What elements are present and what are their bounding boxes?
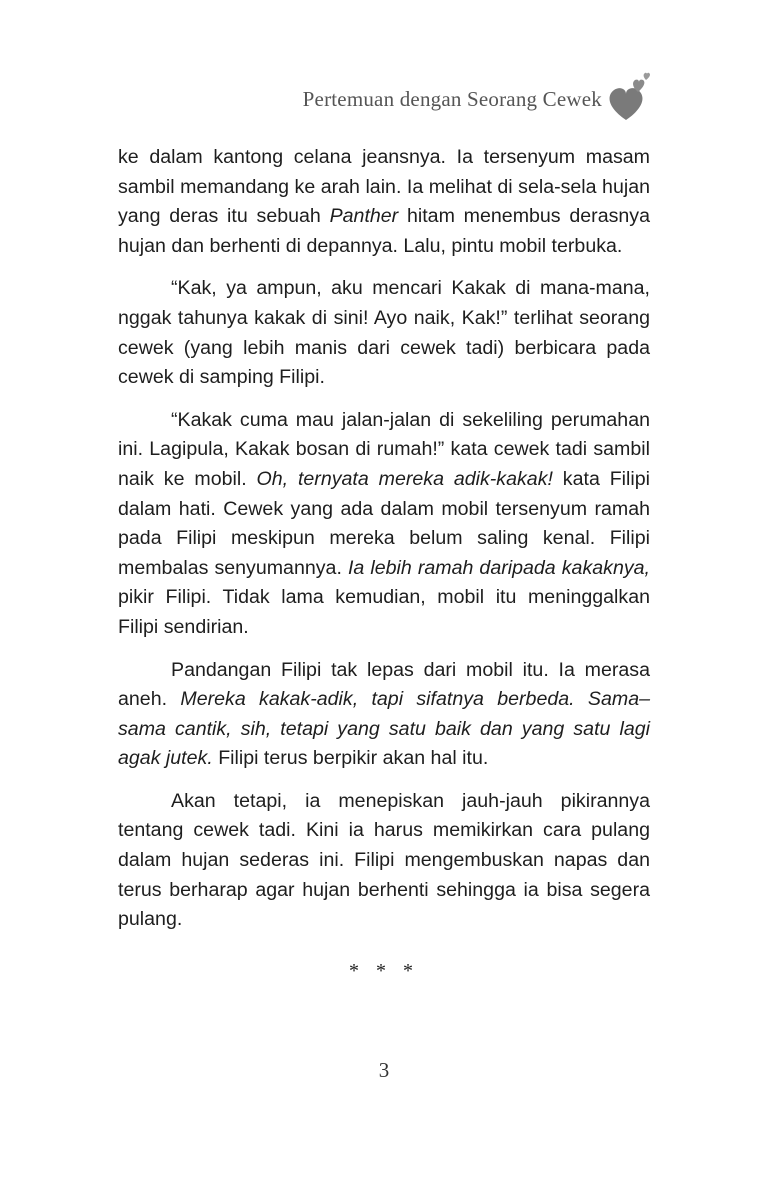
paragraph <box>118 656 650 774</box>
scene-break: * * * <box>349 960 419 982</box>
running-header-title: Pertemuan dengan Seorang Cewek <box>302 87 602 111</box>
text-segment: Pandangan Filipi tak lepas dari mobil itu. Ia merasa aneh. <box>118 658 650 711</box>
italic-text: Ia lebih ramah daripada kakaknya, <box>347 556 650 579</box>
italic-text: Panther <box>329 205 399 228</box>
italic-text: Mereka kakak-adik, tapi sifatnya berbeda. Sama–sama cantik, sih, tetapi yang satu baik dan yang satu lagi agak jutek. <box>118 688 651 770</box>
text-segment: kata Filipi dalam hati. Cewek yang ada dalam mobil tersenyum ramah pada Filipi meskipun mereka belum saling kenal. Filipi membalas senyumannya. <box>118 467 650 579</box>
paragraph <box>118 143 650 261</box>
body-text <box>118 143 650 948</box>
text-segment: Akan tetapi, ia menepiskan jauh-jauh pikirannya tentang cewek tadi. Kini ia harus memikirkan cara pulang dalam hujan sederas ini. Filipi mengembuskan napas dan terus berharap agar hujan berhenti sehingga ia bisa segera pulang. <box>118 789 650 931</box>
text-segment: “Kak, ya ampun, aku mencari Kakak di mana-mana, nggak tahunya kakak di sini! Ayo naik, Kak!” terlihat seorang cewek (yang lebih manis dari cewek tadi) berbicara pada cewek di samping Filipi. <box>118 277 650 389</box>
paragraph <box>118 406 650 643</box>
page-number: 3 <box>378 1058 390 1082</box>
text-segment: hitam menembus derasnya hujan dan berhenti di depannya. Lalu, pintu mobil terbuka. <box>118 205 650 257</box>
paragraph <box>118 274 650 392</box>
hearts-icon <box>606 70 654 126</box>
paragraph <box>118 787 650 935</box>
text-segment: “Kakak cuma mau jalan-jalan di sekeliling perumahan ini. Lagipula, Kakak bosan di rumah!” kata cewek tadi sambil naik ke mobil. <box>118 408 650 490</box>
text-segment: Filipi terus berpikir akan hal itu. <box>212 747 489 770</box>
text-segment: ke dalam kantong celana jeansnya. Ia tersenyum masam sambil memandang ke arah lain. Ia melihat di sela-sela hujan yang deras itu sebuah <box>118 146 650 228</box>
text-segment: pikir Filipi. Tidak lama kemudian, mobil itu meninggalkan Filipi sendirian. <box>118 586 650 638</box>
italic-text: Oh, ternyata mereka adik-kakak! <box>256 467 553 490</box>
